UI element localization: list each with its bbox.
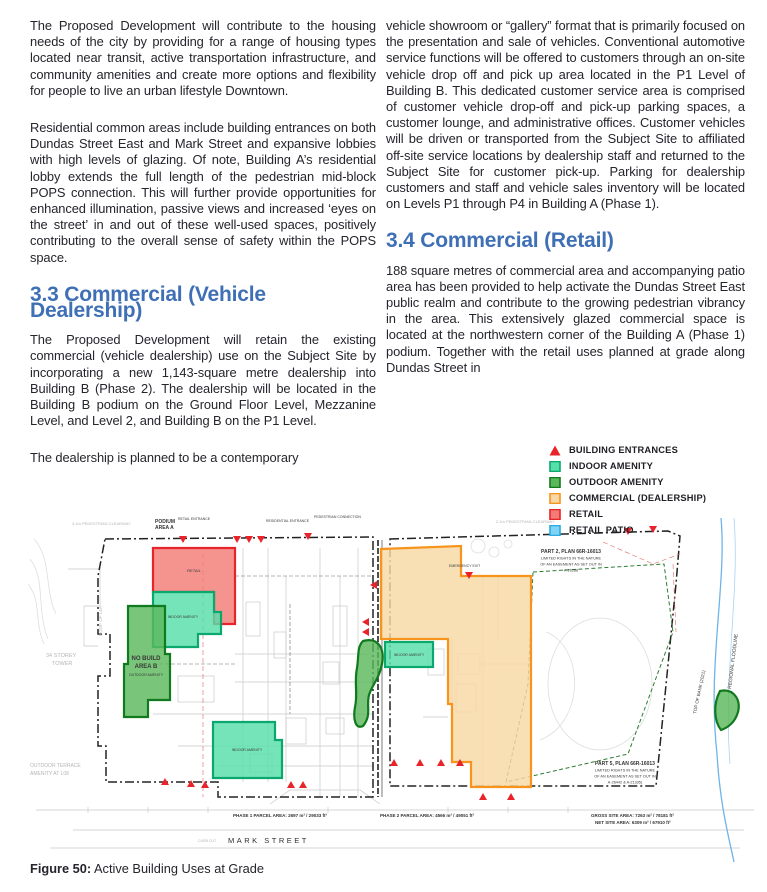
clearway-right-label: 2.1m PEDESTRIAN CLEARWAY: [496, 519, 555, 524]
right-column: [386, 18, 745, 397]
svg-text:LIMITED RIGHTS IN THE NATURE: LIMITED RIGHTS IN THE NATURE: [540, 556, 602, 561]
left-column: [30, 18, 376, 488]
terrace-label: OUTDOOR TERRACE: [30, 763, 81, 769]
outdoor-amenity-label: OUTDOOR AMENITY: [128, 673, 164, 677]
legend-item: [549, 522, 706, 538]
part2-note: PART 2, PLAN 66R-16013: [541, 549, 601, 555]
svg-text:OF AN EASEMENT AS SET OUT IN: OF AN EASEMENT AS SET OUT IN: [594, 774, 656, 779]
retail-region-label: RETAIL: [187, 568, 201, 573]
paragraph: The Proposed Development will retain the existing commercial (vehicle dealership) use on the Subject Site by incorporating a new 1,143-square metre dealership into Building B (Phase 2). The dealership will be located in the Building B podium on the Ground Floor Level, Mezzanine Level, and Level 2, and Building B on the P1 Level.: [30, 332, 376, 429]
gross-area-label: GROSS SITE AREA: 7263 m² / 78181 ft²: [591, 813, 674, 818]
residential-entrance-label: RESIDENTIAL ENTRANCE: [266, 519, 310, 523]
entrance-triangle-icon: [549, 445, 561, 456]
svg-text:A-26288: A-26288: [563, 568, 579, 573]
podium-area-label: PODIUM: [155, 519, 175, 525]
legend-item: [549, 474, 706, 490]
legend-label: BUILDING ENTRANCES: [569, 445, 678, 455]
indoor-amenity-swatch-icon: [549, 461, 561, 472]
clearway-left-label: 3.1m PEDESTRIAN CLEARWAY: [72, 521, 131, 526]
paragraph: The Proposed Development will contribute to the housing needs of the city by providing for a range of housing types located near transit, active transportation infrastructure, and community amenities and create more options and flexibility for people to live an urban lifestyle Downtown.: [30, 18, 376, 98]
paragraph: The dealership is planned to be a contemporary: [30, 450, 299, 466]
pedestrian-connection-label: PEDESTRIAN CONNECTION: [314, 515, 361, 519]
floodline-label: REGIONAL FLOODLINE: [727, 633, 740, 690]
top-of-bank-label: TOP OF BANK (2021): [692, 669, 707, 715]
retail-patio-swatch-icon: [549, 525, 561, 536]
retail-entrance-label: RETAIL ENTRANCE: [178, 517, 211, 521]
street-label: MARK STREET: [228, 836, 309, 845]
commercial-swatch-icon: [549, 493, 561, 504]
svg-text:INDOOR AMENITY: INDOOR AMENITY: [231, 748, 263, 752]
legend-item: [549, 442, 706, 458]
section-heading-3-4: 3.4 Commercial (Retail): [386, 229, 614, 253]
legend-label: INDOOR AMENITY: [569, 461, 654, 471]
svg-text:AMENITY AT L08: AMENITY AT L08: [30, 771, 69, 777]
part5-note: PART 5, PLAN 66R-16013: [595, 761, 655, 767]
paragraph: 188 square metres of commercial area and accompanying patio area has been provided to help activate the Dundas Street East public realm and contribute to the growing pedestrian vibrancy in the area. This extensively glazed commercial space is located at the northwestern corner of the Building A (Phase 1) podium. Together with the retail uses planned at grade along Dundas Street in: [386, 262, 745, 375]
no-build-label: NO BUILD: [131, 656, 161, 662]
site-plan-figure: [28, 514, 760, 864]
figure-caption: [30, 861, 264, 876]
legend-label: RETAIL PATIO: [569, 525, 634, 535]
figure-caption-label: Figure 50:: [30, 861, 92, 876]
phase2-area-label: PHASE 2 PARCEL AREA: 4566 m² / 49051 ft²: [380, 813, 474, 818]
section-heading-3-3: 3.3 Commercial (Vehicle Dealership): [30, 282, 266, 323]
tower-label: 34 STOREY: [46, 653, 77, 659]
svg-text:LIMITED RIGHTS IN THE NATURE: LIMITED RIGHTS IN THE NATURE: [594, 768, 656, 773]
phase1-area-label: PHASE 1 PARCEL AREA: 2697 m² / 29033 ft²: [233, 813, 327, 818]
legend-item: [549, 458, 706, 474]
paragraph: Residential common areas include building entrances on both Dundas Street East and Mark Street and expansive lobbies with high levels of glazing. Of note, Building A’s residential lobby extends the full length of the pedestrian mid-block POPS connection. This will further provide opportunities for enhanced illumination, passive views and increased ‘eyes on the street’ in and out of these well-used spaces, positively contributing to the overall sense of safety within the POPS space.: [30, 120, 376, 265]
retail-swatch-icon: [549, 509, 561, 520]
outdoor-amenity-swatch-icon: [549, 477, 561, 488]
svg-text:INDOOR AMENITY: INDOOR AMENITY: [393, 653, 425, 657]
indoor-amenity-label: INDOOR AMENITY: [167, 615, 199, 619]
outdoor-amenity-region-d: [715, 691, 738, 730]
legend-label: RETAIL: [569, 509, 604, 519]
figure-caption-text: Active Building Uses at Grade: [91, 861, 265, 876]
legend-label: OUTDOOR AMENITY: [569, 477, 664, 487]
legend-item: [549, 506, 706, 522]
legend-item: [549, 490, 706, 506]
svg-text:TOWER: TOWER: [52, 661, 73, 667]
roof-label: ROOF OF L4A: [98, 606, 103, 636]
legend-label: COMMERCIAL (DEALERSHIP): [569, 493, 707, 503]
svg-text:AREA B: AREA B: [134, 664, 158, 670]
net-area-label: NET SITE AREA: 6309 m² / 67910 ft²: [595, 820, 671, 825]
paragraph: vehicle showroom or “gallery” format that is primarily focused on the presentation and sale of vehicles. Conventional automotive service functions will be offered to customers through an on-site vehicle drop off and pick up area located in the P1 Level of Building B. This dedicated customer service area is comprised of customer vehicle drop-off and pick-up parking spaces, a customer lounge, and administrative offices. Customer vehicles will be driven or transported from the Subject Site to affiliated off-site service locations by dealership staff and returned to the Subject Site for customer pick-up. Parking for dealership customers and staff and vehicle sales inventory will be located on Levels P1 through P4 in Building A (Phase 1).: [386, 18, 745, 212]
emergency-exit-label: EMERGENCY EXIT: [449, 564, 481, 568]
svg-text:A-26442 & A-21335): A-26442 & A-21335): [607, 780, 643, 785]
svg-text:AREA A: AREA A: [155, 525, 174, 531]
svg-text:OF AN EASEMENT AS SET OUT IN: OF AN EASEMENT AS SET OUT IN: [540, 562, 602, 567]
curb-cut-label: CURB CUT: [198, 839, 217, 843]
figure-legend: [549, 442, 706, 538]
